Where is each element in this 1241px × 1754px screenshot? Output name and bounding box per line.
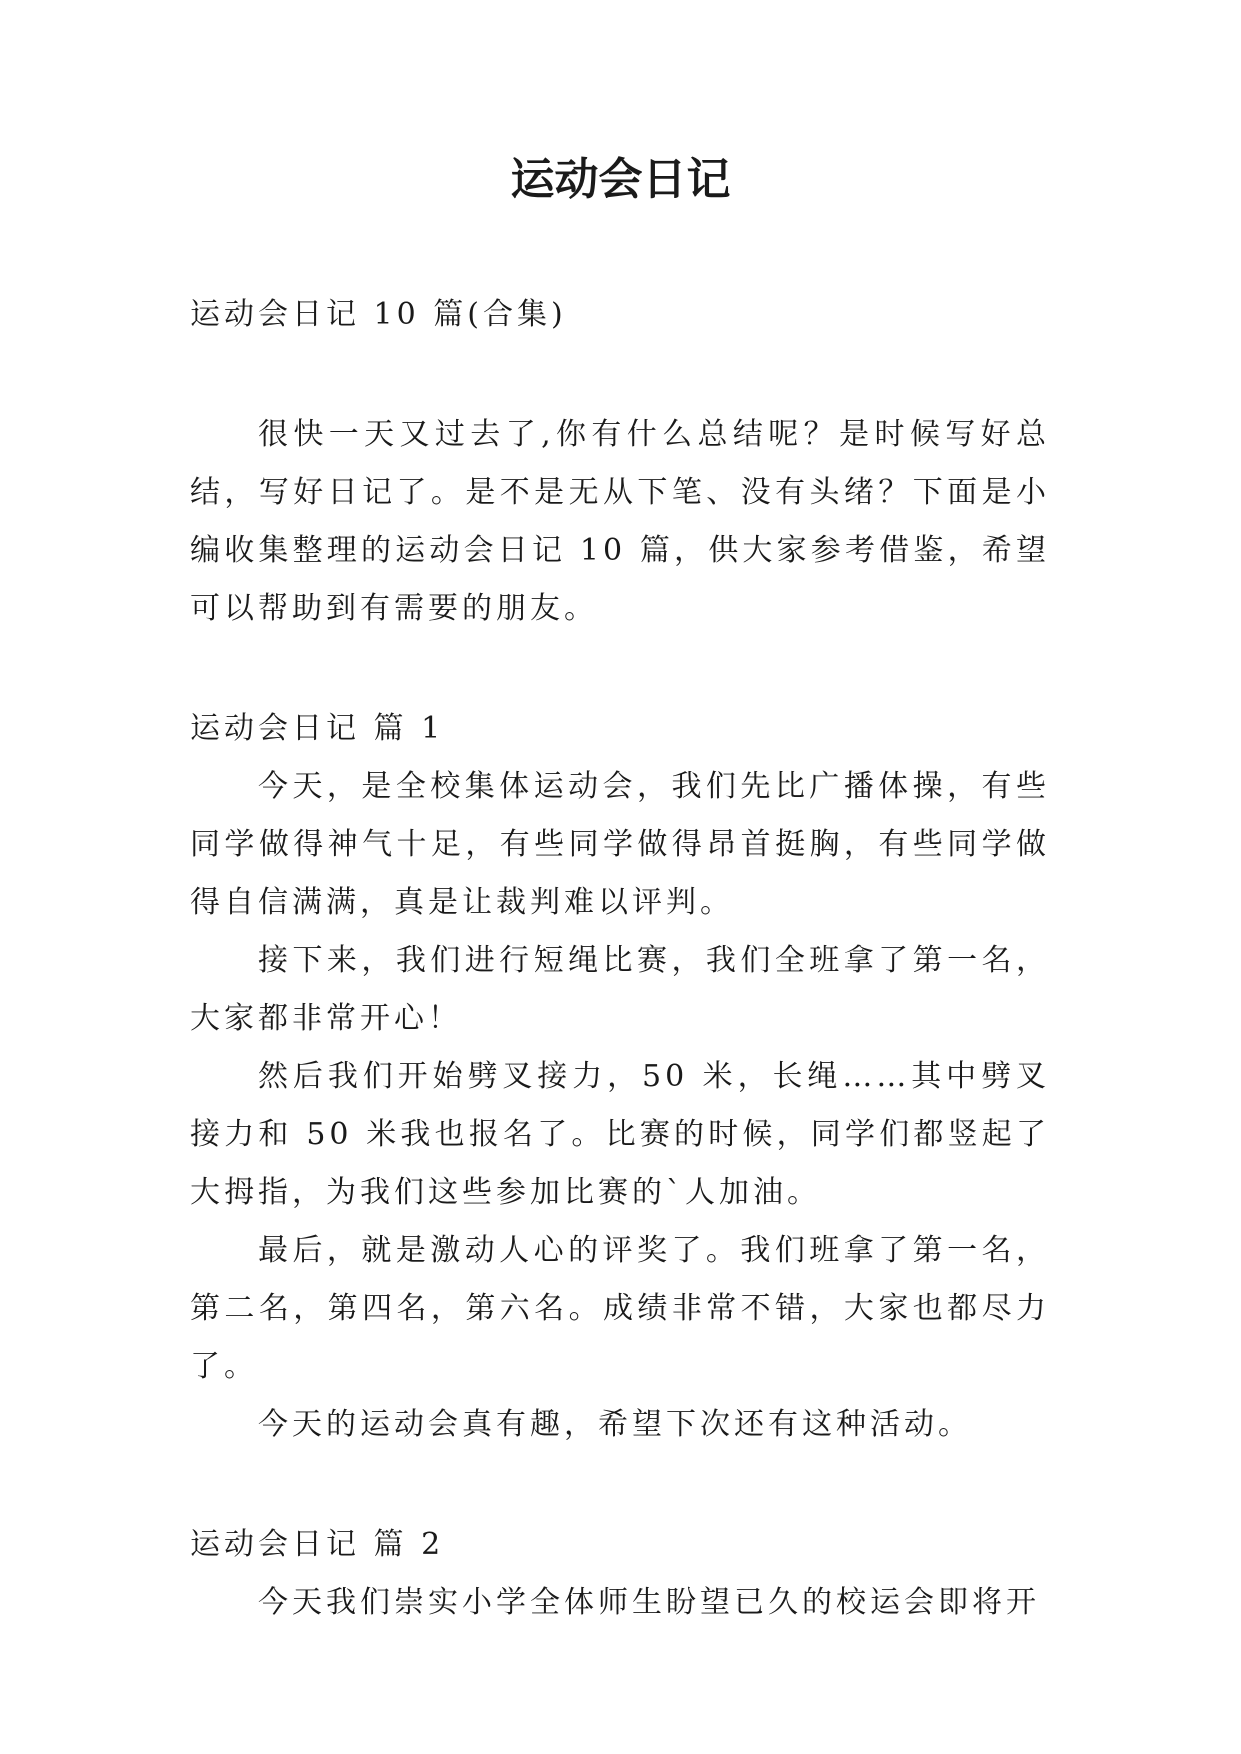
section-heading-2: 运动会日记 篇 2 [190,1527,445,1562]
document-title: 运动会日记 [510,154,731,205]
document-subtitle: 运动会日记 10 篇(合集) [190,297,567,332]
section-1-paragraph-3: 然后我们开始劈叉接力，50 米，长绳……其中劈叉接力和 50 米我也报名了。比赛的时候，同学们都竖起了大拇指，为我们这些参加比赛的`人加油。 [190,1059,1050,1210]
spacer [190,344,1050,406]
section-2-paragraph-1: 今天我们崇实小学全体师生盼望已久的校运会即将开 [258,1585,1040,1620]
intro-paragraph: 很快一天又过去了,你有什么总结呢？是时候写好总结，写好日记了。是不是无从下笔、没有头绪？下面是小编收集整理的运动会日记 10 篇，供大家参考借鉴，希望可以帮助到有需要的朋友。 [190,417,1050,626]
section-1-paragraph-1: 今天，是全校集体运动会，我们先比广播体操，有些同学做得神气十足，有些同学做得昂首挺胸，有些同学做得自信满满，真是让裁判难以评判。 [190,769,1050,920]
section-1-paragraph-4: 最后，就是激动人心的评奖了。我们班拿了第一名，第二名，第四名，第六名。成绩非常不错，大家也都尽力了。 [190,1233,1050,1384]
document-body [190,286,1050,1632]
section-heading-1: 运动会日记 篇 1 [190,711,445,746]
section-1-paragraph-5: 今天的运动会真有趣，希望下次还有这种活动。 [258,1407,972,1442]
spacer [190,1454,1050,1516]
spacer [190,638,1050,700]
section-1-paragraph-2: 接下来，我们进行短绳比赛，我们全班拿了第一名，大家都非常开心！ [190,943,1050,1036]
